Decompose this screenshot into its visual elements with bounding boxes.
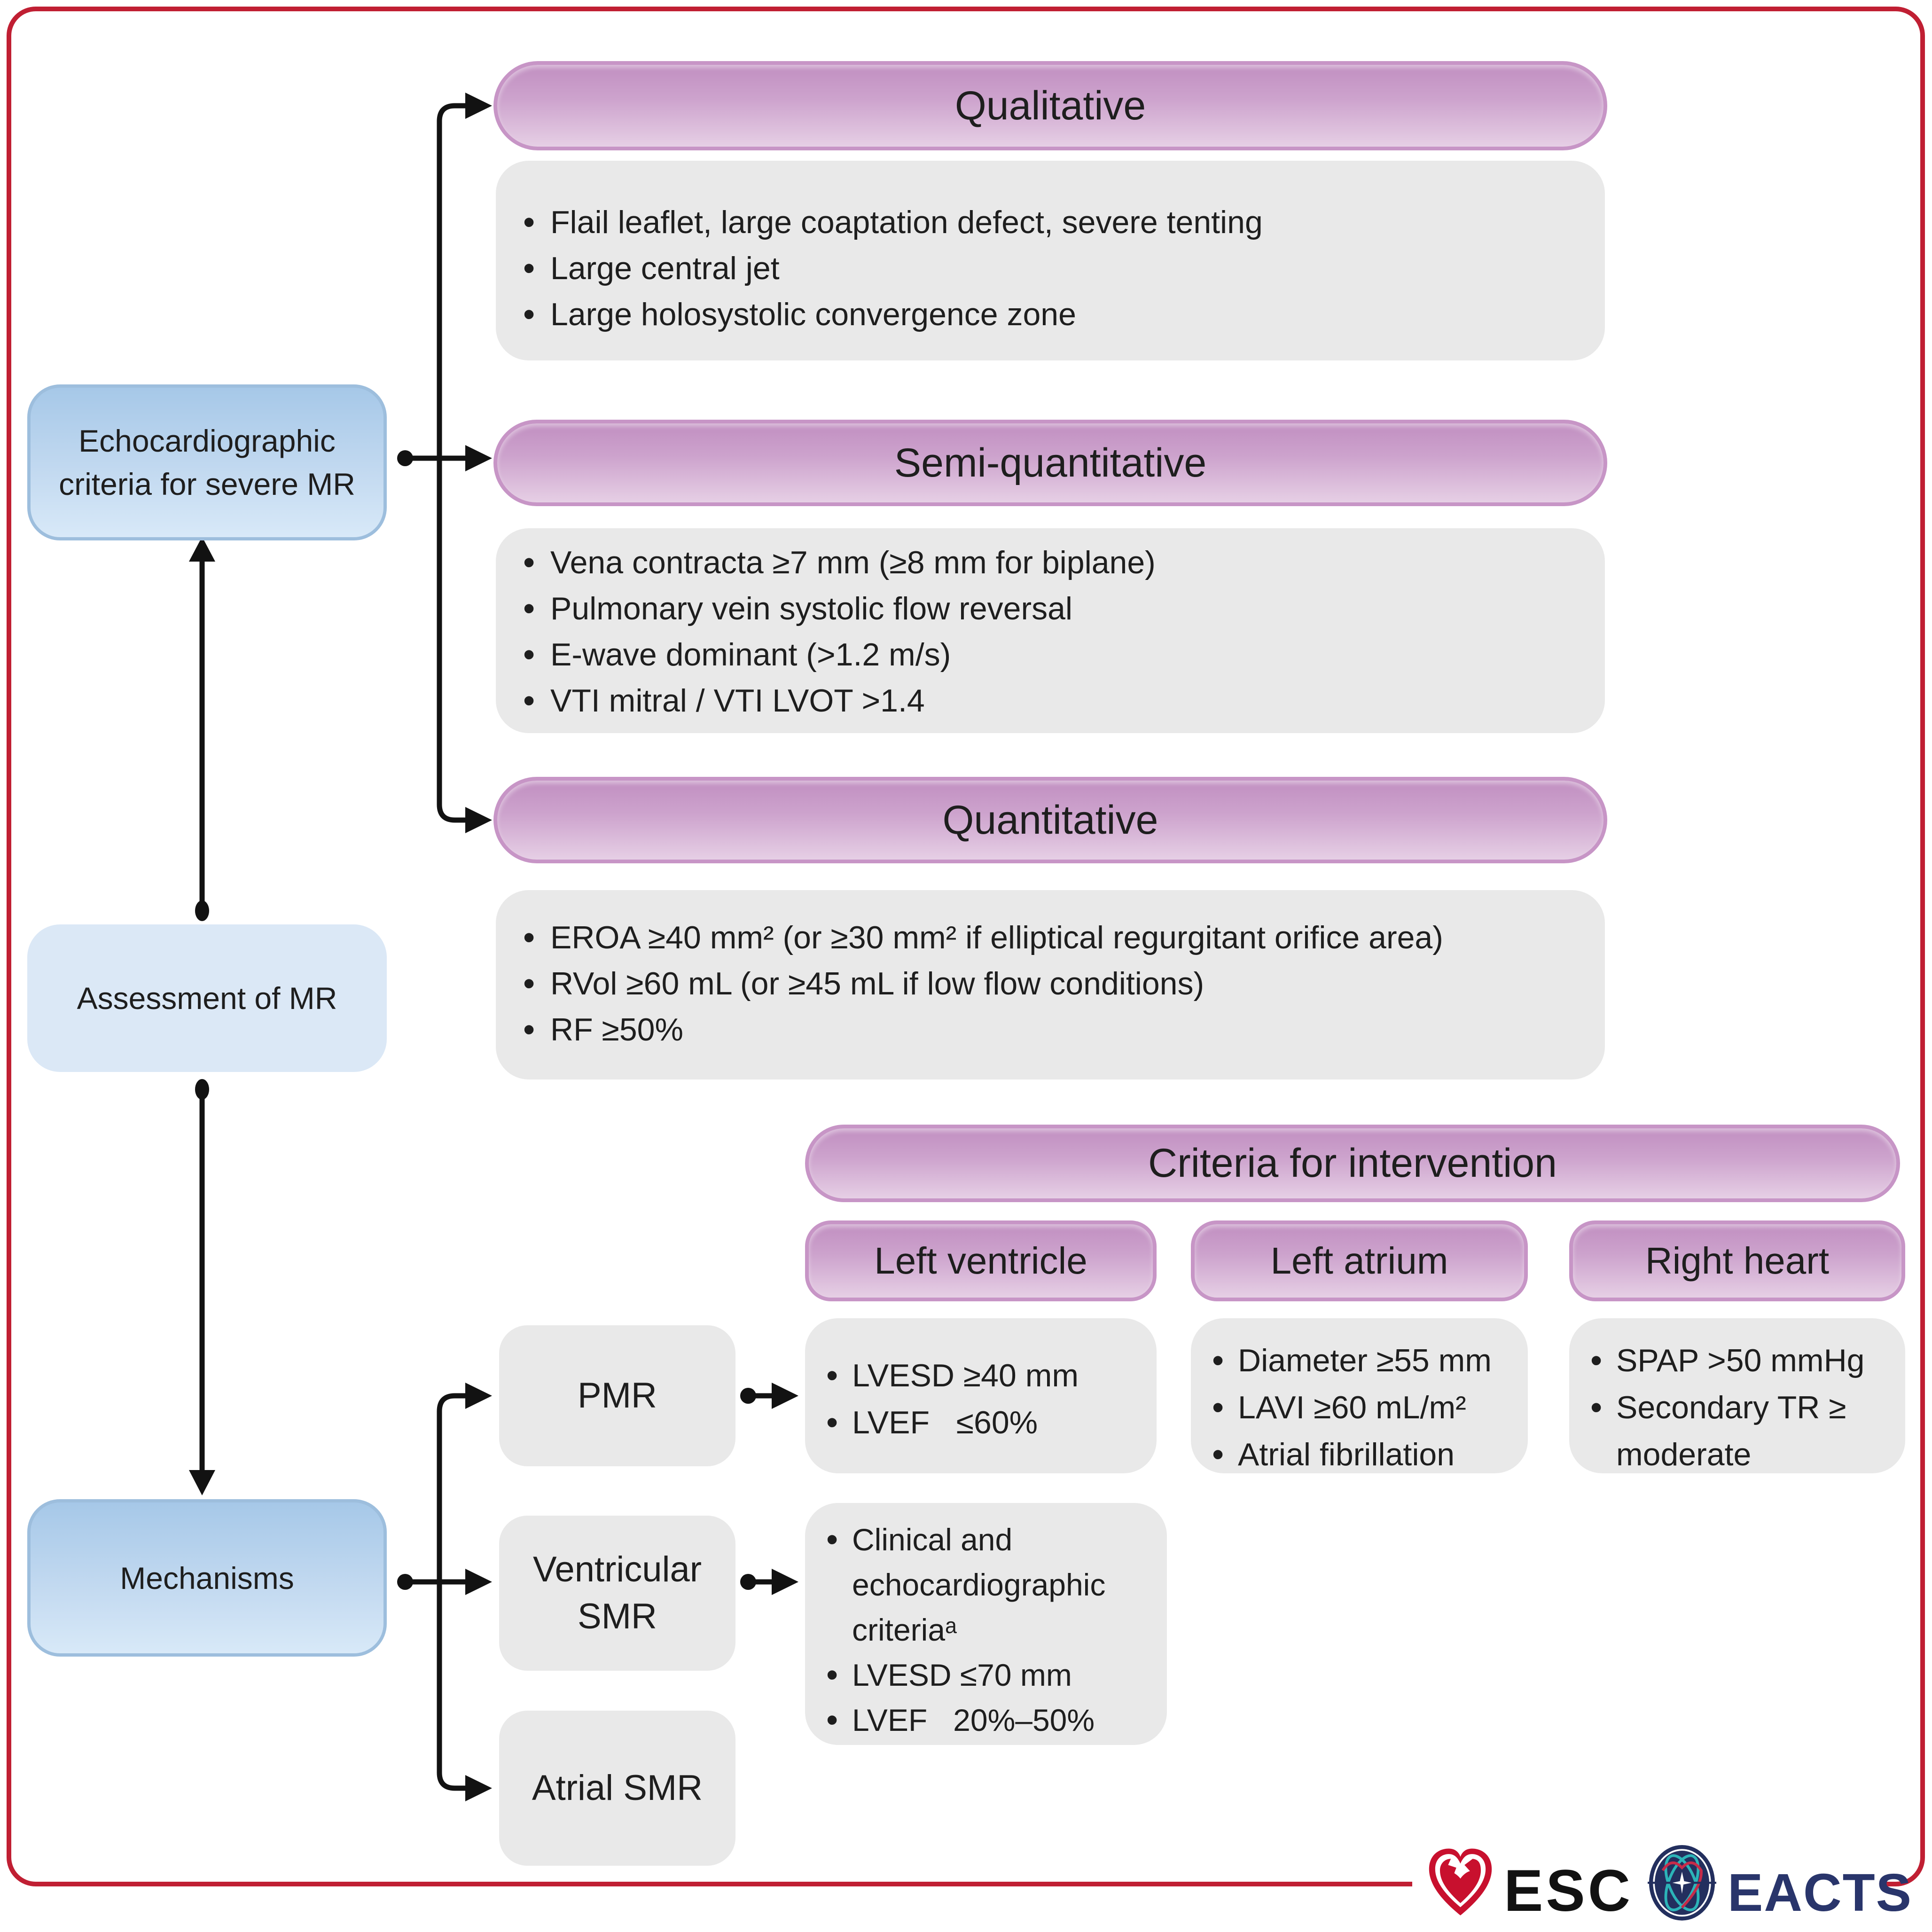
list-item: • RVol ≥60 mL (or ≥45 mL if low flow conditions) — [523, 961, 1591, 1007]
list-item: • LVESD ≤70 mm — [826, 1652, 1158, 1697]
right-heart-criteria-box — [1569, 1318, 1905, 1473]
quantitative-list — [523, 915, 1591, 1053]
eacts-logo-text: EACTS — [1728, 1863, 1912, 1922]
list-item: • Atrial fibrillation — [1212, 1431, 1518, 1478]
list-item: • Large central jet — [523, 245, 1591, 291]
ventricular-smr-box: Ventricular SMR — [499, 1516, 735, 1671]
esc-heart-icon — [1426, 1847, 1494, 1920]
list-item: • Secondary TR ≥ moderate — [1590, 1384, 1896, 1478]
list-item: • VTI mitral / VTI LVOT >1.4 — [523, 678, 1591, 724]
left-ventricle-criteria-box — [805, 1318, 1157, 1473]
list-item: • LVEF 20%–50% — [826, 1697, 1158, 1743]
left-ventricle-header: Left ventricle — [805, 1220, 1157, 1301]
right-heart-list — [1590, 1337, 1896, 1478]
list-item: • Pulmonary vein systolic flow reversal — [523, 586, 1591, 632]
list-item: • Clinical and echocardiographic criteriaᵃ — [826, 1517, 1158, 1652]
list-item: • EROA ≥40 mm² (or ≥30 mm² if elliptical regurgitant orifice area) — [523, 915, 1591, 961]
list-item: • LAVI ≥60 mL/m² — [1212, 1384, 1518, 1431]
qualitative-header: Qualitative — [493, 61, 1607, 150]
semiquantitative-list — [523, 540, 1591, 724]
list-item: • Vena contracta ≥7 mm (≥8 mm for biplane) — [523, 540, 1591, 586]
quantitative-list-box — [496, 890, 1605, 1079]
left-atrium-header: Left atrium — [1191, 1220, 1528, 1301]
atrial-smr-box: Atrial SMR — [499, 1711, 735, 1866]
smr-criteria-list — [826, 1517, 1158, 1743]
qualitative-list — [523, 199, 1591, 337]
echo-criteria-box: Echocardiographic criteria for severe MR — [27, 384, 387, 540]
quantitative-header: Quantitative — [493, 777, 1607, 863]
right-heart-header: Right heart — [1569, 1220, 1905, 1301]
list-item: • LVESD ≥40 mm — [826, 1352, 1147, 1399]
list-item: • Flail leaflet, large coaptation defect, severe tenting — [523, 199, 1591, 245]
list-item: • LVEF ≤60% — [826, 1399, 1147, 1446]
mechanisms-box: Mechanisms — [27, 1499, 387, 1657]
list-item: • Large holosystolic convergence zone — [523, 291, 1591, 337]
list-item: • E-wave dominant (>1.2 m/s) — [523, 632, 1591, 678]
semiquantitative-header: Semi-quantitative — [493, 420, 1607, 506]
eacts-globe-icon — [1648, 1844, 1716, 1922]
left-atrium-criteria-box — [1191, 1318, 1528, 1473]
assessment-box: Assessment of MR — [27, 924, 387, 1072]
pmr-box: PMR — [499, 1325, 735, 1466]
qualitative-list-box — [496, 161, 1605, 360]
intervention-header: Criteria for intervention — [805, 1125, 1900, 1202]
smr-criteria-box — [805, 1503, 1167, 1745]
semiquantitative-list-box — [496, 528, 1605, 733]
list-item: • SPAP >50 mmHg — [1590, 1337, 1896, 1384]
list-item: • RF ≥50% — [523, 1007, 1591, 1053]
esc-logo-text: ESC — [1504, 1858, 1634, 1924]
left-ventricle-list — [826, 1352, 1147, 1446]
left-atrium-list — [1212, 1337, 1518, 1478]
list-item: • Diameter ≥55 mm — [1212, 1337, 1518, 1384]
